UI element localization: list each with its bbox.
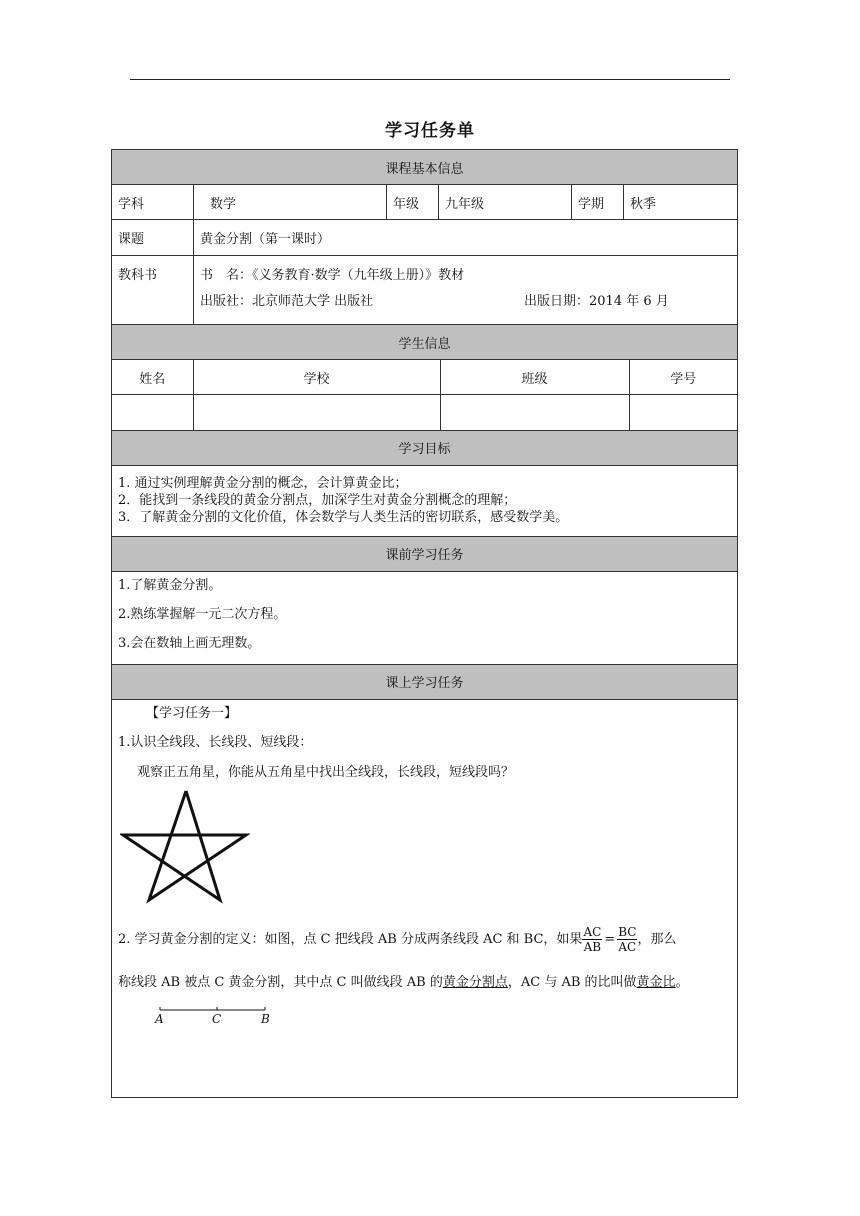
fraction-numerator: BC xyxy=(618,924,637,939)
course-info-header: 课程基本信息 xyxy=(112,150,738,185)
definition-text: 称线段 AB 被点 C 黄金分割，其中点 C 叫做线段 AB 的 xyxy=(118,974,443,990)
point-b-label: B xyxy=(261,1011,270,1026)
grade-value: 九年级 xyxy=(439,185,572,220)
fraction-denominator: AB xyxy=(583,939,602,954)
school-header: 学校 xyxy=(193,360,440,395)
pre-task-item: 3.会在数轴上画无理数。 xyxy=(118,636,261,651)
equals-sign: = xyxy=(604,931,616,947)
class-tasks-body xyxy=(112,699,738,1097)
student-info-header: 学生信息 xyxy=(112,325,738,360)
task1-item2-line1 xyxy=(118,923,676,957)
golden-ratio-term: 黄金比 xyxy=(636,974,676,990)
definition-text: ，AC 与 AB 的比叫做 xyxy=(507,974,637,990)
definition-text: 2. 学习黄金分割的定义：如图，点 C 把线段 AB 分成两条线段 AC 和 BC，如果 xyxy=(118,931,583,947)
class-tasks-header: 课上学习任务 xyxy=(112,664,738,699)
publisher: 出版社：北京师范大学 出版社 xyxy=(200,294,374,309)
textbook-info xyxy=(194,256,738,325)
textbook-label: 教科书 xyxy=(112,256,194,325)
goal-item: 2．能找到一条线段的黄金分割点，加深学生对黄金分割概念的理解； xyxy=(118,493,517,508)
task1-item2-line2 xyxy=(118,971,689,990)
class-field[interactable] xyxy=(440,395,629,430)
task1-title: 【学习任务一】 xyxy=(146,705,238,721)
topic-label: 课题 xyxy=(112,220,194,256)
term-label: 学期 xyxy=(572,185,624,220)
student-id-header: 学号 xyxy=(629,360,737,395)
goal-item: 1. 通过实例理解黄金分割的概念，会计算黄金比； xyxy=(118,476,408,491)
school-field[interactable] xyxy=(193,395,440,430)
name-field[interactable] xyxy=(112,395,193,430)
pre-tasks-list xyxy=(112,571,738,664)
publish-date: 出版日期：2014 年 6 月 xyxy=(524,294,669,309)
grade-label: 年级 xyxy=(387,185,439,220)
book-name: 书 名：《义务教育·数学（九年级上册）》教材 xyxy=(200,268,465,283)
fraction-denominator: AC xyxy=(618,939,637,954)
term-value: 秋季 xyxy=(624,185,738,220)
student-id-field[interactable] xyxy=(629,395,737,430)
goals-list xyxy=(112,465,738,536)
header-rule xyxy=(130,79,730,80)
pre-tasks-header: 课前学习任务 xyxy=(112,536,738,571)
pre-task-item: 2.熟练掌握解一元二次方程。 xyxy=(118,607,287,622)
definition-text-cont: ，那么 xyxy=(637,931,677,947)
fraction-numerator: AC xyxy=(583,924,602,939)
student-info-table xyxy=(112,360,737,430)
topic-value: 黄金分割（第一课时） xyxy=(194,220,738,256)
page-title: 学习任务单 xyxy=(385,121,475,141)
point-c-label: C xyxy=(212,1011,222,1026)
pentagram-star xyxy=(123,791,246,900)
pre-task-item: 1.了解黄金分割。 xyxy=(118,578,222,593)
task1-item1: 1.认识全线段、长线段、短线段： xyxy=(118,734,313,750)
point-a-label: A xyxy=(155,1011,164,1026)
subject-value: 数学 xyxy=(194,185,387,220)
golden-section-point-term: 黄金分割点 xyxy=(442,974,508,990)
goals-header: 学习目标 xyxy=(112,430,738,465)
goal-item: 3．了解黄金分割的文化价值，体会数学与人类生活的密切联系，感受数学美。 xyxy=(118,510,569,525)
task1-item1-question: 观察正五角星，你能从五角星中找出全线段，长线段，短线段吗？ xyxy=(137,764,515,780)
definition-text: 。 xyxy=(675,974,689,990)
task-sheet-table xyxy=(111,149,738,1098)
fraction-ac-ab xyxy=(582,925,602,954)
subject-label: 学科 xyxy=(112,185,194,220)
class-header: 班级 xyxy=(440,360,629,395)
pentagram-figure xyxy=(120,788,250,906)
fraction-bc-ac xyxy=(617,925,637,954)
name-header: 姓名 xyxy=(112,360,193,395)
publisher-line xyxy=(200,290,731,312)
